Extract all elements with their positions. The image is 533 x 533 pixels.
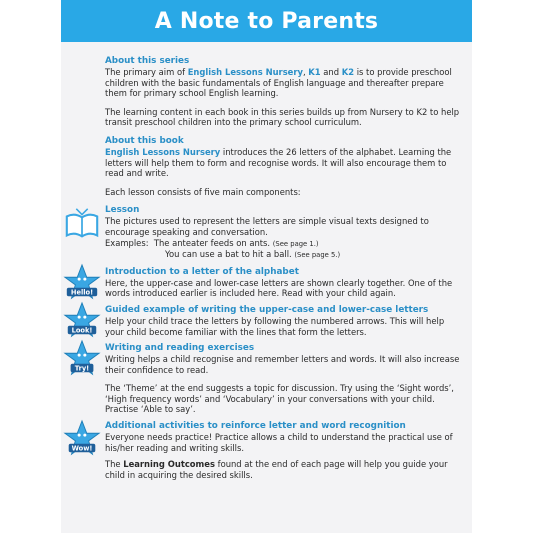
text: The xyxy=(105,459,124,470)
text: The primary aim of xyxy=(105,67,188,77)
component-additional-activities xyxy=(71,421,460,453)
lesson-heading: Lesson xyxy=(105,205,140,216)
introduction-heading: Introduction to a letter of the alphabet xyxy=(105,266,299,277)
examples-label: Examples: xyxy=(105,237,149,248)
about-book-heading: About this book xyxy=(105,135,184,146)
writing-reading-theme: The ‘Theme’ at the end suggests a topic for discussion. Try using the ‘Sight words’, ‘High frequency words’ and ‘Vocabulary’ in your conversations with your child. Practise ‘Able to say’. xyxy=(105,383,454,415)
writing-reading-heading: Writing and reading exercises xyxy=(105,343,255,354)
about-series-section xyxy=(105,56,460,128)
about-book-paragraph-1 xyxy=(105,147,460,179)
guided-example-heading: Guided example of writing the upper-case and lower-case letters xyxy=(105,304,429,315)
badge-label: Hello! xyxy=(70,288,94,297)
text: introduces the 26 letters of the alphabet. Learning the letters will help them to form and recognise words. It will also encourage them to read and write. xyxy=(105,146,452,179)
text: , xyxy=(302,67,309,77)
book-name: English Lessons Nursery xyxy=(187,67,303,77)
page-reference: (See page 5.) xyxy=(294,251,341,260)
example-text: The anteater feeds on ants. xyxy=(153,237,271,248)
lesson-example-1 xyxy=(105,238,460,250)
text: is to provide preschool children with the basic fundamentals of English language and thereafter prepare them for primary school English learning. xyxy=(105,67,452,99)
learning-outcomes-note xyxy=(105,459,460,480)
book-name: English Lessons Nursery xyxy=(105,146,221,157)
badge-label: Wow! xyxy=(71,444,93,453)
about-book-section xyxy=(105,136,460,197)
guided-example-body: Help your child trace the letters by following the numbered arrows. This will help your child become familiar with the lines that form the letters. xyxy=(105,315,445,337)
learning-outcomes-term: Learning Outcomes xyxy=(123,459,215,470)
text: found at the end of each page will help you guide your child in acquiring the desired skills. xyxy=(105,459,448,480)
open-book-icon xyxy=(63,205,101,243)
star-mascot-wow-icon xyxy=(63,419,101,457)
badge-label: Try! xyxy=(74,364,90,373)
additional-activities-heading: Additional activities to reinforce letter and word recognition xyxy=(105,421,406,432)
writing-reading-body: Writing helps a child recognise and remember letters and words. It will also increase their confidence to read. xyxy=(105,354,460,375)
note-content xyxy=(61,42,472,533)
star-mascot-try-icon xyxy=(63,339,101,377)
lesson-example-2 xyxy=(105,249,460,261)
text: and xyxy=(320,67,342,77)
component-introduction xyxy=(70,266,460,299)
additional-activities-body: Everyone needs practice! Practice allows a child to understand the practical use of his/her reading and writing skills. xyxy=(105,432,453,453)
about-series-paragraph-1 xyxy=(105,67,460,99)
book-name: K1 xyxy=(308,67,321,77)
component-writing-reading xyxy=(74,343,460,415)
component-lesson xyxy=(105,205,460,260)
page-title: A Note to Parents xyxy=(154,8,379,34)
about-book-paragraph-2: Each lesson consists of five main components: xyxy=(105,186,301,197)
badge-label: Look! xyxy=(71,326,93,335)
page-reference: (See page 1.) xyxy=(272,239,319,248)
component-guided-example xyxy=(71,304,460,337)
introduction-body: Here, the upper-case and lower-case letters are shown clearly together. One of the words introduced earlier is included here. Read with your child again. xyxy=(105,277,453,299)
about-series-paragraph-2: The learning content in each book in this series builds up from Nursery to K2 to help transit preschool children into the primary school curriculum. xyxy=(105,106,460,128)
book-name: K2 xyxy=(341,67,355,77)
example-text: You can use a bat to hit a ball. xyxy=(165,249,292,260)
about-series-heading: About this series xyxy=(105,56,190,66)
star-mascot-look-icon xyxy=(63,301,101,339)
lesson-body: The pictures used to represent the letters are simple visual texts designed to encourage speaking and conversation. xyxy=(105,216,429,237)
star-mascot-hello-icon xyxy=(63,263,101,301)
title-banner xyxy=(61,0,472,42)
